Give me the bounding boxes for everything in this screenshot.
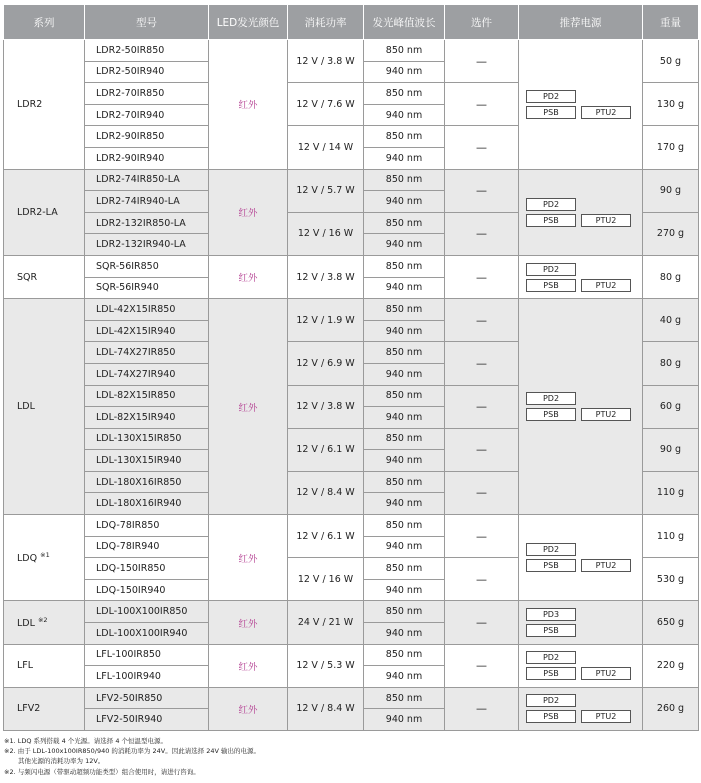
power-supply-cell [519,169,643,255]
weight-cell: 40 g [643,299,699,342]
series-footnote-mark: ※1 [40,551,50,560]
option-cell: — [445,83,519,126]
model-cell: LDL-130X15IR850 [85,428,209,450]
power-cell: 12 V / 6.1 W [288,428,364,471]
supply-badge: PD2 [526,90,576,103]
power-supply-cell [519,515,643,601]
option-cell: — [445,169,519,212]
weight-cell: 90 g [643,169,699,212]
wavelength-cell: 850 nm [364,385,445,407]
power-supply-cell [519,644,643,687]
series-label: LDQ [17,553,38,565]
supply-badge: PSB [526,214,576,227]
wavelength-cell: 940 nm [364,493,445,515]
model-cell: SQR-56IR940 [85,277,209,299]
weight-cell: 110 g [643,471,699,514]
supply-badge: PSB [526,279,576,292]
option-cell: — [445,558,519,601]
option-cell: — [445,212,519,255]
supply-badge: PTU2 [581,667,631,680]
footnote-2: ※2. 由于 LDL-100x100IR850/940 的消耗功率为 24V。因此请选择 24V 输出的电源。 [4,747,261,755]
wavelength-cell: 850 nm [364,601,445,623]
model-cell: LDR2-50IR850 [85,40,209,62]
model-cell: LDL-82X15IR850 [85,385,209,407]
supply-badge: PD2 [526,392,576,405]
option-cell: — [445,428,519,471]
wavelength-cell: 850 nm [364,515,445,537]
supply-badge: PD2 [526,263,576,276]
model-cell: LDL-42X15IR940 [85,320,209,342]
option-cell: — [445,299,519,342]
option-cell: — [445,342,519,385]
wavelength-cell: 940 nm [364,277,445,299]
supply-badge: PSB [526,667,576,680]
supply-badge: PSB [526,710,576,723]
led-color-cell: 红外 [209,255,288,298]
supply-badge: PSB [526,408,576,421]
supply-badge: PTU2 [581,214,631,227]
power-cell: 12 V / 14 W [288,126,364,169]
power-cell: 12 V / 3.8 W [288,385,364,428]
series-label: LDL [17,618,35,630]
weight-cell: 650 g [643,601,699,644]
model-cell: LDL-100X100IR940 [85,623,209,645]
power-cell: 12 V / 7.6 W [288,83,364,126]
footnote-3: ※2. 与频闪电源（带驱动超频功能类型）组合使用时，请进行咨询。 [4,768,200,776]
wavelength-cell: 850 nm [364,212,445,234]
wavelength-cell: 850 nm [364,126,445,148]
model-cell: LDL-82X15IR940 [85,407,209,429]
supply-badge: PSB [526,559,576,572]
header-weight: 重量 [643,5,699,40]
series-footnote-mark: ※2 [37,615,48,624]
model-cell: LDR2-74IR940-LA [85,191,209,213]
model-cell: LFL-100IR850 [85,644,209,666]
option-cell: — [445,687,519,730]
series-cell: LDR2 [4,40,85,170]
supply-badge: PD2 [526,651,576,664]
model-cell: LFL-100IR940 [85,666,209,688]
led-color-cell: 红外 [209,40,288,170]
supply-badge: PTU2 [581,559,631,572]
model-cell: LDL-100X100IR850 [85,601,209,623]
wavelength-cell: 850 nm [364,169,445,191]
weight-cell: 170 g [643,126,699,169]
wavelength-cell: 940 nm [364,666,445,688]
header-series: 系列 [4,5,85,40]
supply-badge: PTU2 [581,408,631,421]
weight-cell: 220 g [643,644,699,687]
model-cell: LDR2-74IR850-LA [85,169,209,191]
power-cell: 12 V / 16 W [288,558,364,601]
power-supply-cell [519,255,643,298]
header-power-supply: 推荐电源 [519,5,643,40]
footnote-1: ※1. LDQ 系列搭载 4 个光源。请选择 4 个恒温型电源。 [4,737,168,745]
header-power: 消耗功率 [288,5,364,40]
supply-badge: PD2 [526,543,576,556]
option-cell: — [445,385,519,428]
header-option: 选件 [445,5,519,40]
series-cell: SQR [4,255,85,298]
option-cell: — [445,40,519,83]
wavelength-cell: 940 nm [364,536,445,558]
model-cell: LDL-130X15IR940 [85,450,209,472]
led-color-cell: 红外 [209,299,288,515]
option-cell: — [445,126,519,169]
model-cell: LDR2-70IR940 [85,104,209,126]
supply-badge: PTU2 [581,710,631,723]
option-cell: — [445,255,519,298]
header-led-color: LED发光颜色 [209,5,288,40]
weight-cell: 130 g [643,83,699,126]
led-color-cell: 红外 [209,687,288,730]
table-row [4,687,699,709]
wavelength-cell: 850 nm [364,644,445,666]
model-cell: LDL-42X15IR850 [85,299,209,321]
wavelength-cell: 850 nm [364,299,445,321]
group-ldl-100x100 [4,601,699,644]
table-row [4,255,699,277]
model-cell: LDL-180X16IR850 [85,471,209,493]
group-lfv2 [4,687,699,730]
wavelength-cell: 850 nm [364,255,445,277]
series-cell [4,515,85,601]
wavelength-cell: 940 nm [364,191,445,213]
model-cell: LDL-74X27IR940 [85,363,209,385]
wavelength-cell: 850 nm [364,40,445,62]
wavelength-cell: 940 nm [364,623,445,645]
header-wavelength: 发光峰值波长 [364,5,445,40]
weight-cell: 80 g [643,255,699,298]
model-cell: LDL-180X16IR940 [85,493,209,515]
power-cell: 12 V / 16 W [288,212,364,255]
weight-cell: 110 g [643,515,699,558]
power-cell: 12 V / 3.8 W [288,40,364,83]
table-row [4,40,699,62]
model-cell: LDR2-90IR940 [85,147,209,169]
header-row [4,5,699,40]
series-cell [4,601,85,644]
wavelength-cell: 940 nm [364,579,445,601]
group-ldr2 [4,40,699,170]
group-lfl [4,644,699,687]
power-cell: 12 V / 3.8 W [288,255,364,298]
supply-badge: PSB [526,624,576,637]
group-ldr2-la [4,169,699,255]
wavelength-cell: 940 nm [364,407,445,429]
led-color-cell: 红外 [209,601,288,644]
model-cell: LDL-74X27IR850 [85,342,209,364]
wavelength-cell: 940 nm [364,320,445,342]
wavelength-cell: 940 nm [364,450,445,472]
weight-cell: 530 g [643,558,699,601]
spec-table [3,4,699,731]
series-cell: LFV2 [4,687,85,730]
wavelength-cell: 850 nm [364,428,445,450]
power-cell: 12 V / 8.4 W [288,687,364,730]
power-supply-cell [519,687,643,730]
model-cell: SQR-56IR850 [85,255,209,277]
model-cell: LFV2-50IR850 [85,687,209,709]
led-color-cell: 红外 [209,644,288,687]
wavelength-cell: 850 nm [364,471,445,493]
power-cell: 24 V / 21 W [288,601,364,644]
model-cell: LDR2-50IR940 [85,61,209,83]
wavelength-cell: 940 nm [364,234,445,256]
option-cell: — [445,644,519,687]
option-cell: — [445,515,519,558]
supply-badge: PD3 [526,608,576,621]
weight-cell: 90 g [643,428,699,471]
model-cell: LDQ-78IR850 [85,515,209,537]
power-supply-cell [519,601,643,644]
led-color-cell: 红外 [209,515,288,601]
wavelength-cell: 850 nm [364,558,445,580]
supply-badge: PSB [526,106,576,119]
model-cell: LFV2-50IR940 [85,709,209,731]
led-color-cell: 红外 [209,169,288,255]
model-cell: LDR2-90IR850 [85,126,209,148]
wavelength-cell: 850 nm [364,83,445,105]
table-row [4,169,699,191]
power-supply-cell [519,299,643,515]
weight-cell: 80 g [643,342,699,385]
supply-badge: PD2 [526,694,576,707]
footnote-2-continued: 其他光源的消耗功率为 12V。 [18,757,105,765]
weight-cell: 270 g [643,212,699,255]
header-model: 型号 [85,5,209,40]
group-ldl [4,299,699,515]
power-supply-cell [519,40,643,170]
supply-badge: PTU2 [581,279,631,292]
series-cell: LDR2-LA [4,169,85,255]
supply-badge: PD2 [526,198,576,211]
model-cell: LDR2-132IR850-LA [85,212,209,234]
wavelength-cell: 850 nm [364,687,445,709]
supply-badge: PTU2 [581,106,631,119]
power-cell: 12 V / 1.9 W [288,299,364,342]
model-cell: LDR2-70IR850 [85,83,209,105]
power-cell: 12 V / 5.3 W [288,644,364,687]
wavelength-cell: 850 nm [364,342,445,364]
table-row [4,644,699,666]
table-row [4,299,699,321]
wavelength-cell: 940 nm [364,104,445,126]
series-cell: LFL [4,644,85,687]
power-cell: 12 V / 6.9 W [288,342,364,385]
option-cell: — [445,471,519,514]
model-cell: LDQ-150IR940 [85,579,209,601]
model-cell: LDQ-78IR940 [85,536,209,558]
wavelength-cell: 940 nm [364,363,445,385]
weight-cell: 50 g [643,40,699,83]
table-row [4,601,699,623]
wavelength-cell: 940 nm [364,147,445,169]
series-cell: LDL [4,299,85,515]
model-cell: LDQ-150IR850 [85,558,209,580]
group-ldq [4,515,699,601]
wavelength-cell: 940 nm [364,61,445,83]
model-cell: LDR2-132IR940-LA [85,234,209,256]
power-cell: 12 V / 6.1 W [288,515,364,558]
power-cell: 12 V / 8.4 W [288,471,364,514]
group-sqr [4,255,699,298]
wavelength-cell: 940 nm [364,709,445,731]
weight-cell: 260 g [643,687,699,730]
weight-cell: 60 g [643,385,699,428]
power-cell: 12 V / 5.7 W [288,169,364,212]
option-cell: — [445,601,519,644]
table-row [4,515,699,537]
